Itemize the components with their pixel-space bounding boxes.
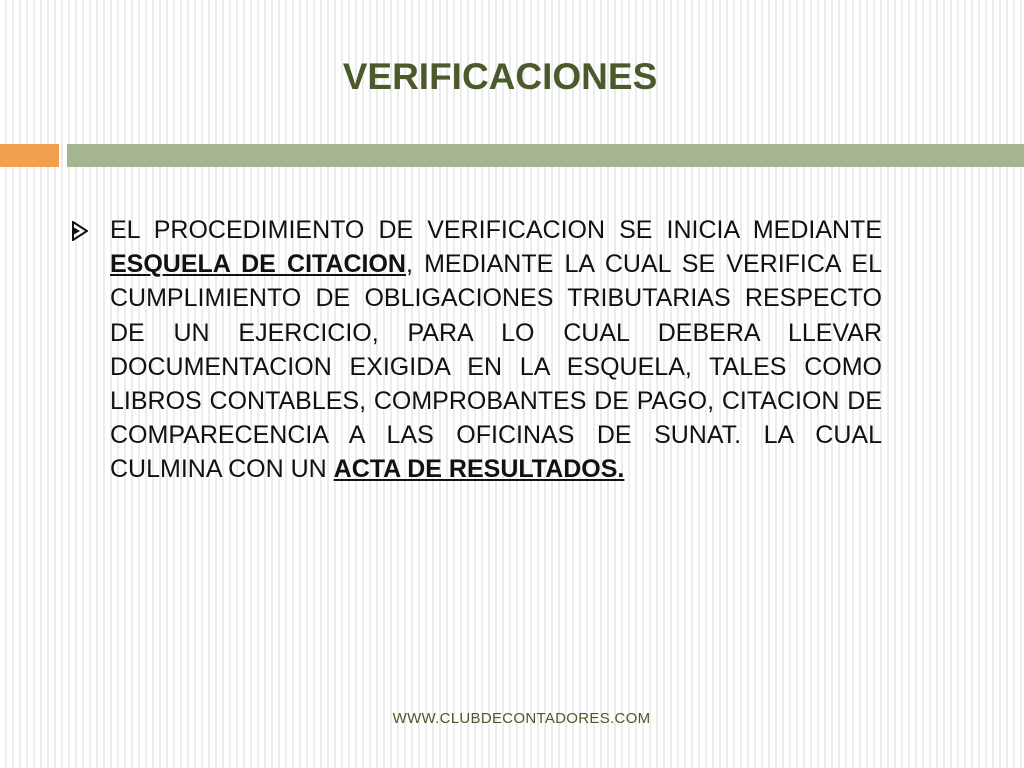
arrow-bullet-icon [72,221,88,241]
bullet-item [72,213,882,487]
emphasis-esquela-de-citacion: ESQUELA DE CITACION [110,250,406,279]
bullet-text [110,213,882,487]
accent-bar-green [67,144,1024,167]
bullet-text-part2: , MEDIANTE LA CUAL SE VERIFICA EL CUMPLIMIENTO DE OBLIGACIONES TRIBUTARIAS RESPECTO DE UN EJERCICIO, PARA LO CUAL DEBERA LLEVAR DOCUMENTACION EXIGIDA EN LA ESQUELA, TALES COMO LIBROS CONTABLES, COMPROBANTES DE PAGO, CITACION DE COMPARECENCIA A LAS OFICINAS DE SUNAT. LA CUAL CULMINA CON UN [110,250,882,484]
footer-url: WWW.CLUBDECONTADORES.COM [392,710,651,727]
bullet-text-part1: EL PROCEDIMIENTO DE VERIFICACION SE INICIA MEDIANTE [110,216,882,244]
accent-bar-orange [0,144,59,167]
emphasis-acta-de-resultados: ACTA DE RESULTADOS. [333,455,625,484]
slide-title: VERIFICACIONES [342,56,658,97]
